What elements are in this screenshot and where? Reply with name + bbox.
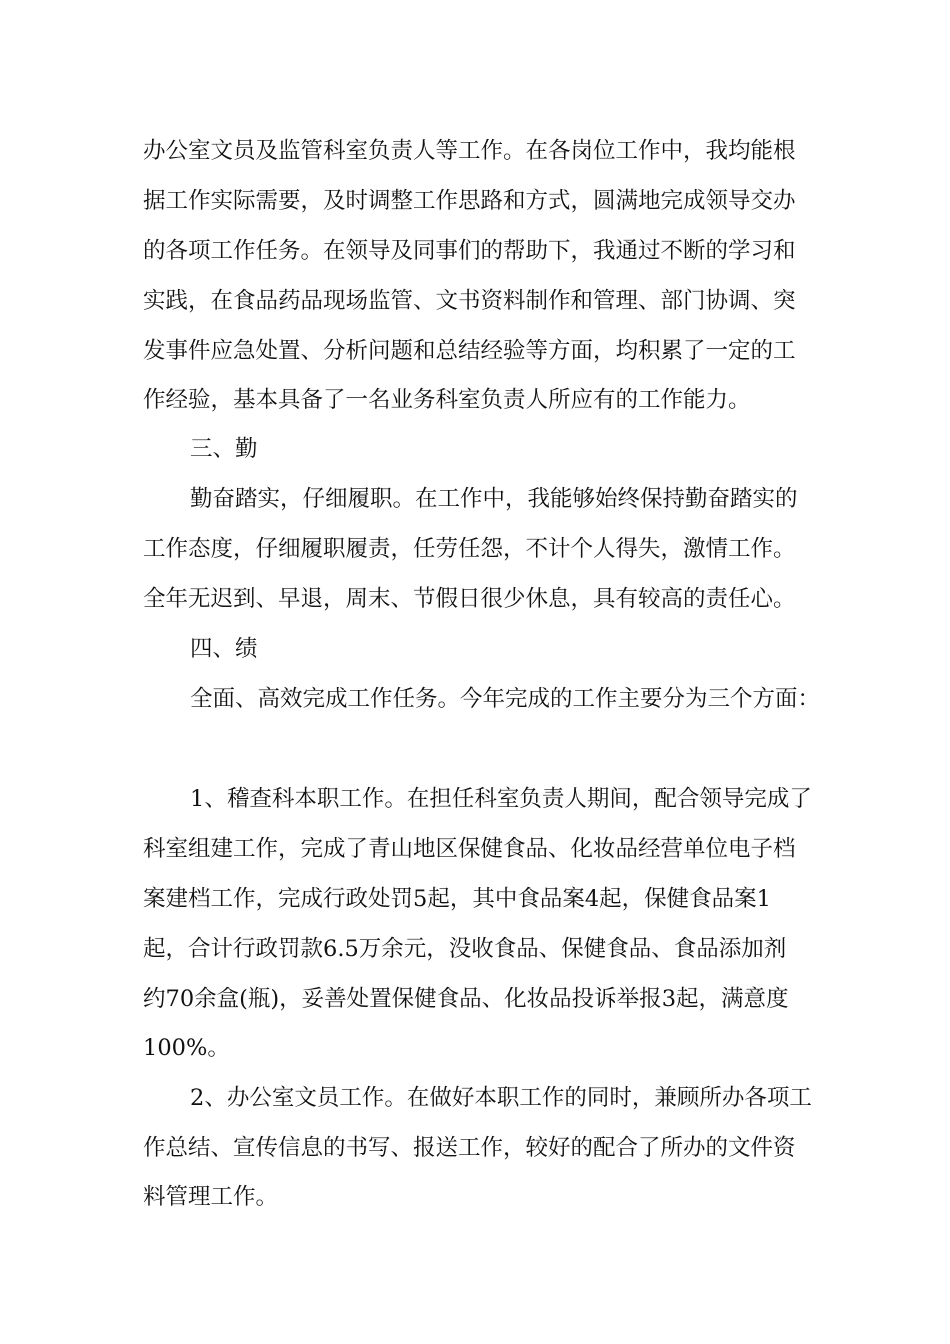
- paragraph-line: 实践，在食品药品现场监管、文书资料制作和管理、部门协调、突: [143, 288, 796, 314]
- paragraph-line: 全年无迟到、早退，周末、节假日很少休息，具有较高的责任心。: [143, 586, 796, 612]
- paragraph-line: 案建档工作，完成行政处罚5起，其中食品案4起，保健食品案1: [143, 886, 771, 912]
- section-heading: 四、绩: [190, 636, 258, 662]
- section-heading: 三、勤: [190, 436, 258, 462]
- paragraph-line: 作总结、宣传信息的书写、报送工作，较好的配合了所办的文件资: [143, 1135, 796, 1161]
- paragraph-line: 作经验，基本具备了一名业务科室负责人所应有的工作能力。: [143, 387, 751, 413]
- paragraph-line: 勤奋踏实，仔细履职。在工作中，我能够始终保持勤奋踏实的: [190, 486, 798, 512]
- paragraph-line: 料管理工作。: [143, 1184, 279, 1210]
- paragraph-line: 1、稽查科本职工作。在担任科室负责人期间，配合领导完成了: [190, 786, 812, 812]
- paragraph-line: 的各项工作任务。在领导及同事们的帮助下，我通过不断的学习和: [143, 238, 796, 264]
- paragraph-line: 工作态度，仔细履职履责，任劳任怨，不计个人得失，激情工作。: [143, 536, 796, 562]
- paragraph-line: 2、办公室文员工作。在做好本职工作的同时，兼顾所办各项工: [190, 1085, 812, 1111]
- paragraph-line: 约70余盒(瓶)，妥善处置保健食品、化妆品投诉举报3起，满意度: [143, 986, 789, 1012]
- paragraph-line: 科室组建工作，完成了青山地区保健食品、化妆品经营单位电子档: [143, 836, 796, 862]
- paragraph-line: 100%。: [143, 1035, 230, 1061]
- paragraph-line: 办公室文员及监管科室负责人等工作。在各岗位工作中，我均能根: [143, 138, 796, 164]
- paragraph-line: 发事件应急处置、分析问题和总结经验等方面，均积累了一定的工: [143, 338, 796, 364]
- paragraph-line: 据工作实际需要，及时调整工作思路和方式，圆满地完成领导交办: [143, 188, 796, 214]
- paragraph-line: 起，合计行政罚款6.5万余元，没收食品、保健食品、食品添加剂: [143, 936, 787, 962]
- paragraph-line: 全面、高效完成工作任务。今年完成的工作主要分为三个方面：: [190, 686, 821, 712]
